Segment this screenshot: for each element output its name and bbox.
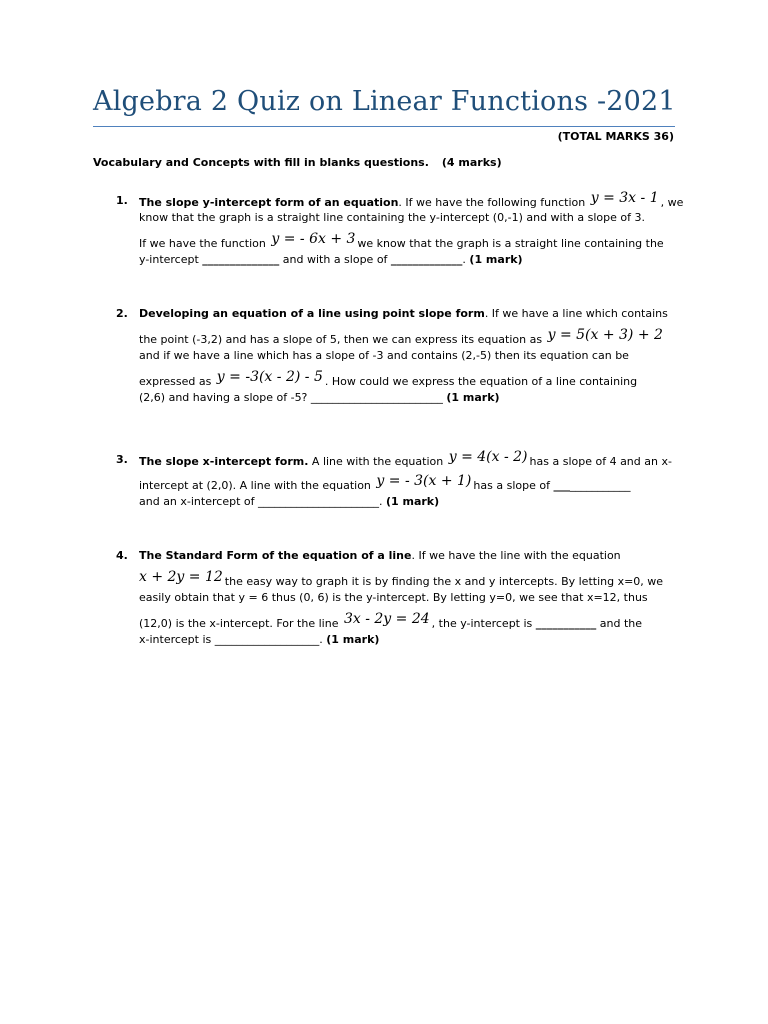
question-text[interactable]: and an x-intercept of ______________________. xyxy=(139,495,383,508)
title-underline xyxy=(93,126,675,127)
equation: y = -3(x - 2) - 5 xyxy=(216,369,323,385)
question-line xyxy=(139,231,664,251)
question-text: has a slope of 4 and an x- xyxy=(529,455,672,468)
question-title: Developing an equation of a line using point slope form xyxy=(139,307,485,320)
question-title: The slope y-intercept form of an equation xyxy=(139,196,399,209)
answer-blank[interactable]: _____________ xyxy=(390,253,463,266)
question-text[interactable]: x-intercept is ___________________. xyxy=(139,633,323,646)
question-line xyxy=(139,495,439,508)
equation: y = 3x - 1 xyxy=(590,190,659,206)
equation: y = 5(x + 3) + 2 xyxy=(547,327,663,343)
total-marks: (TOTAL MARKS 36) xyxy=(557,130,674,143)
question-text: and if we have a line which has a slope of -3 and contains (2,-5) then its equation can be xyxy=(139,349,629,362)
question-line xyxy=(139,369,638,389)
question-mark: (1 mark) xyxy=(385,495,440,508)
question-line xyxy=(139,449,672,469)
section-heading xyxy=(93,156,502,169)
question-text: intercept at (2,0). A line with the equation xyxy=(139,479,371,492)
question-number: 2. xyxy=(116,307,128,320)
question-text: . If we have the line with the equation xyxy=(411,549,621,562)
question-line xyxy=(139,611,643,631)
question-text: expressed as xyxy=(139,375,212,388)
question-text: and with a slope of xyxy=(279,253,391,266)
question-number: 4. xyxy=(116,549,128,562)
question-mark: (1 mark) xyxy=(469,253,523,266)
question-text: and the xyxy=(596,617,643,630)
question-title: The slope x-intercept form. xyxy=(139,455,309,468)
answer-blank[interactable]: ______________ xyxy=(202,253,280,266)
section-marks: (4 marks) xyxy=(441,156,502,169)
question-text: , we xyxy=(660,196,684,209)
question-line xyxy=(139,253,523,266)
question-line xyxy=(139,190,684,210)
question-text: A line with the equation xyxy=(308,455,444,468)
question-text: has a slope of xyxy=(473,479,554,492)
question-line xyxy=(139,591,648,604)
question-line xyxy=(139,633,379,646)
question-text: know that the graph is a straight line containing the y-intercept (0,-1) and with a slope of 3. xyxy=(139,211,645,224)
question-text: we know that the graph is a straight line containing the xyxy=(357,237,664,250)
question-text: . How could we express the equation of a line containing xyxy=(324,375,638,388)
question-text: the point (-3,2) and has a slope of 5, then we can express its equation as xyxy=(139,333,543,346)
equation: y = - 6x + 3 xyxy=(271,231,356,247)
question-text: y-intercept xyxy=(139,253,199,266)
question-mark: (1 mark) xyxy=(446,391,500,404)
answer-blank[interactable]: ___________ xyxy=(535,617,597,630)
question-text[interactable]: (2,6) and having a slope of -5? ________________________ xyxy=(139,391,443,404)
question-text: easily obtain that y = 6 thus (0, 6) is the y-intercept. By letting y=0, we see that x=12, thus xyxy=(139,591,648,604)
question-line xyxy=(139,391,500,404)
question-mark: (1 mark) xyxy=(326,633,380,646)
equation: 3x - 2y = 24 xyxy=(343,611,430,627)
question-text: . xyxy=(462,253,466,266)
question-text: . If we have a line which contains xyxy=(484,307,668,320)
question-text: If we have the function xyxy=(139,237,266,250)
question-line xyxy=(139,211,645,224)
question-line xyxy=(139,327,665,347)
section-heading-text: Vocabulary and Concepts with fill in blanks questions. xyxy=(93,156,429,169)
equation: y = - 3(x + 1) xyxy=(376,473,472,489)
question-text: , the y-intercept is xyxy=(431,617,536,630)
question-line xyxy=(139,349,629,362)
equation: x + 2y = 12 xyxy=(139,569,223,585)
question-line xyxy=(139,307,668,320)
equation: y = 4(x - 2) xyxy=(448,449,528,465)
answer-blank[interactable]: ___ xyxy=(553,479,570,492)
page-title: Algebra 2 Quiz on Linear Functions -2021 xyxy=(93,86,676,117)
question-text: . If we have the following function xyxy=(398,196,586,209)
question-line xyxy=(139,569,664,589)
question-text: (12,0) is the x-intercept. For the line xyxy=(139,617,339,630)
question-line xyxy=(139,473,631,493)
question-number: 1. xyxy=(116,194,128,207)
question-number: 3. xyxy=(116,453,128,466)
answer-blank[interactable]: ___________ xyxy=(569,479,631,492)
question-title: The Standard Form of the equation of a line xyxy=(139,549,412,562)
question-line xyxy=(139,549,621,562)
question-text: the easy way to graph it is by finding the x and y intercepts. By letting x=0, we xyxy=(224,575,664,588)
